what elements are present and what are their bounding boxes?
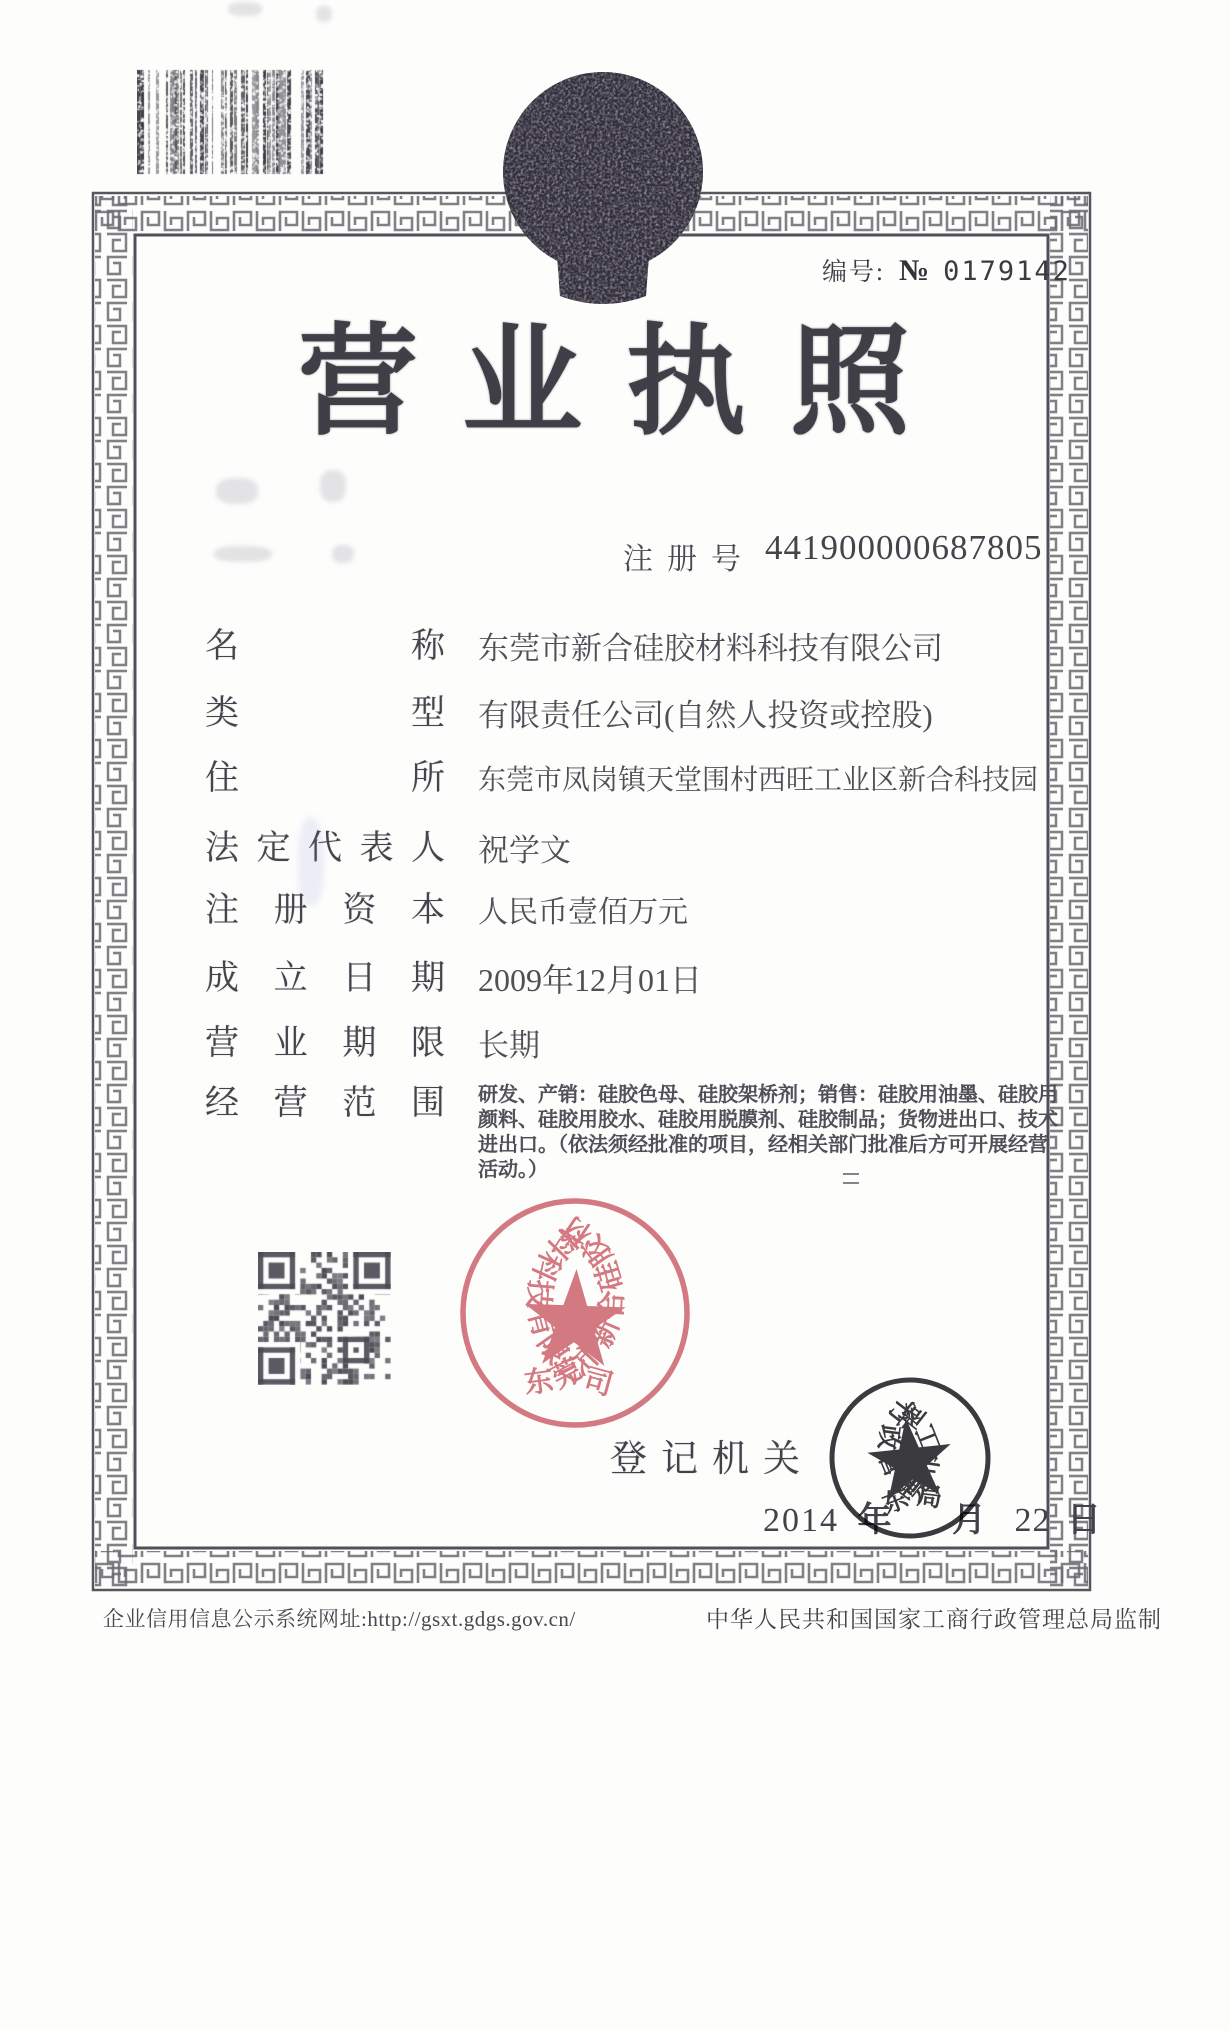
label-char: 所: [411, 760, 445, 797]
field-value-name: 东莞市新合硅胶材料科技有限公司: [478, 631, 943, 666]
label-char: 限: [410, 1025, 445, 1062]
label-char: 表: [359, 830, 394, 867]
label-char: 成: [205, 960, 239, 997]
label-char: 期: [342, 1025, 377, 1062]
label-char: 资: [342, 892, 377, 929]
label-char: 营: [273, 1085, 308, 1122]
scan-smudge: [298, 818, 324, 906]
label-char: 营: [205, 1025, 239, 1062]
numero-symbol: №: [898, 254, 930, 287]
label-char: 范: [342, 1085, 377, 1122]
field-value-capital: 人民币壹佰万元: [478, 896, 688, 929]
field-value-address: 东莞市凤岗镇天堂围村西旺工业区新合科技园: [478, 765, 1039, 796]
issue-day: 22: [1014, 1502, 1051, 1539]
scan-smudge: [216, 478, 258, 504]
company-seal-text: 东莞市新合硅胶材料科技有限公司: [521, 1206, 630, 1403]
label-char: 法: [205, 830, 239, 867]
title-char: 执: [626, 313, 746, 452]
month-unit: 月: [952, 1502, 986, 1539]
field-value-established: 2009年12月01日: [478, 962, 703, 998]
scan-smudge: [228, 2, 262, 16]
registry-seal-text: 东莞市工商行政管理局: [872, 1392, 950, 1520]
label-char: 册: [273, 892, 308, 929]
label-char: 注: [623, 543, 653, 576]
scope-line: 颜料、硅胶用胶水、硅胶用脱膜剂、硅胶制品；货物进出口、技术: [478, 1109, 1058, 1131]
scope-line: 进出口。（依法须经批准的项目，经相关部门批准后方可开展经营: [478, 1134, 1048, 1156]
label-char: 本: [410, 892, 445, 929]
footer-issuer: 中华人民共和国国家工商行政管理总局监制: [706, 1607, 1162, 1632]
label-char: 册: [667, 543, 697, 576]
label-char: 名: [205, 628, 239, 665]
day-unit: 日: [1067, 1502, 1101, 1539]
label-char: 号: [711, 543, 741, 576]
label-char: 型: [411, 695, 445, 732]
label-char: 注: [205, 892, 239, 929]
label-char: 围: [410, 1085, 445, 1122]
label-char: 期: [410, 960, 445, 997]
field-value-type: 有限责任公司(自然人投资或控股): [478, 698, 933, 733]
scan-smudge: [320, 470, 346, 502]
label-char: 类: [205, 695, 239, 732]
issue-year: 2014: [763, 1502, 839, 1539]
label-char: 称: [411, 628, 445, 665]
scan-smudge: [332, 545, 354, 563]
label-char: 业: [273, 1025, 308, 1062]
field-value-legal-rep: 祝学文: [478, 833, 571, 868]
title-char: 业: [462, 313, 582, 452]
scope-line: 研发、产销：硅胶色母、硅胶架桥剂；销售：硅胶用油墨、硅胶用: [478, 1084, 1058, 1106]
field-value-term: 长期: [478, 1028, 540, 1063]
serial-number: 0179142: [943, 256, 1071, 287]
serial-label: 编号:: [822, 259, 885, 286]
company-seal: [459, 1197, 691, 1429]
title-char: 照: [790, 313, 910, 452]
label-char: 人: [411, 830, 445, 867]
title-char: 营: [298, 313, 418, 452]
footer-credit-website: 企业信用信息公示系统网址:http://gsxt.gdgs.gov.cn/: [103, 1607, 576, 1631]
label-char: 定: [256, 830, 291, 867]
label-char: 立: [273, 960, 308, 997]
year-unit: 年: [857, 1502, 892, 1539]
label-char: 机: [712, 1439, 749, 1480]
label-char: 记: [661, 1439, 698, 1480]
scan-smudge: [214, 546, 272, 562]
label-char: 登: [610, 1439, 647, 1480]
registration-number: 441900000687805: [765, 528, 1043, 567]
label-char: 代: [308, 830, 342, 867]
label-char: 住: [205, 760, 239, 797]
label-char: 关: [763, 1439, 800, 1480]
label-char: 日: [342, 960, 377, 997]
scope-line: 活动。）: [478, 1159, 548, 1181]
scan-smudge: [316, 6, 332, 22]
registry-seal: [824, 1372, 995, 1543]
label-char: 经: [205, 1085, 239, 1122]
